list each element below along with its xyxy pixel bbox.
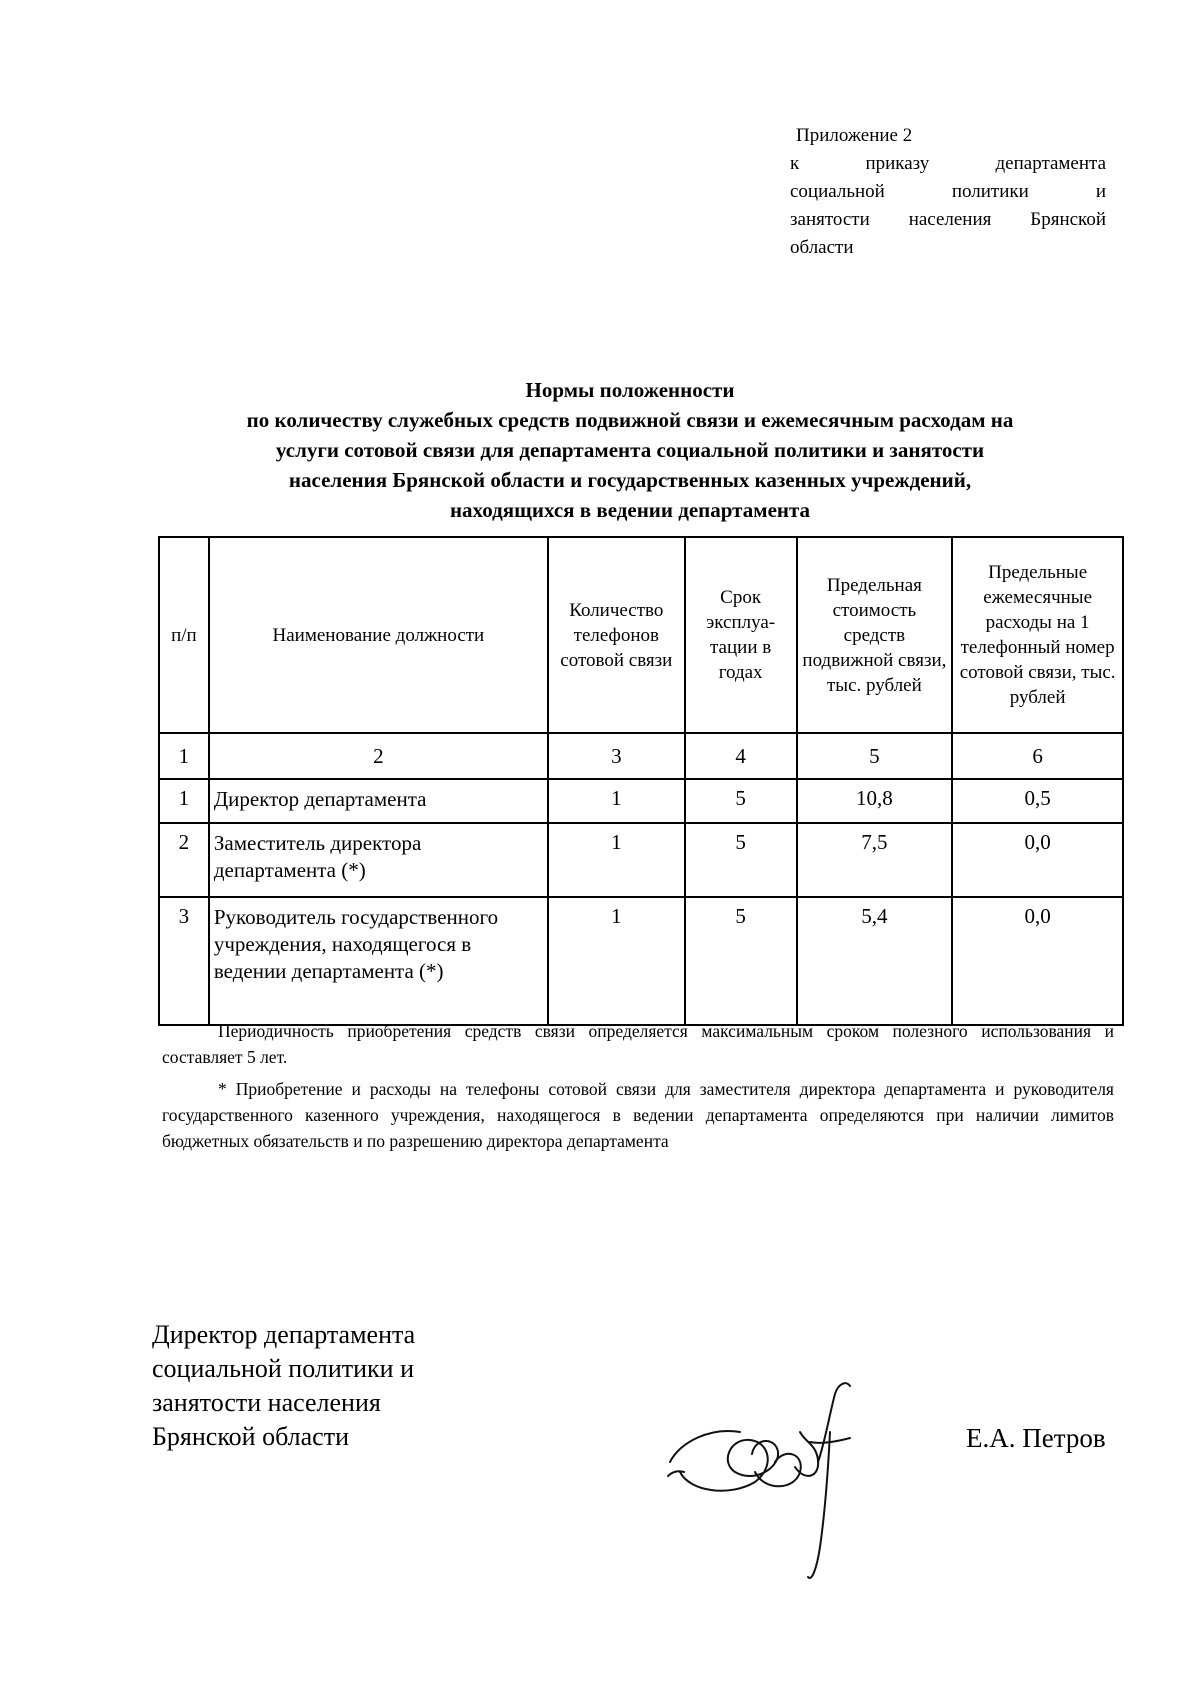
row-phones: 1 [548, 897, 685, 1025]
table-header-row [159, 537, 1123, 733]
title-line-1: Нормы положенности [525, 378, 735, 402]
row-phones: 1 [548, 779, 685, 823]
title-line-2: по количеству служебных средств подвижной связи и ежемесячным расходам на [246, 408, 1014, 432]
signatory-role [152, 1318, 415, 1454]
column-number-row [159, 733, 1123, 779]
row-cost: 7,5 [797, 823, 953, 897]
header-cost: Предельная стоимость средств подвижной связи, тыс. рублей [797, 537, 953, 733]
row-position: Директор департамента [209, 779, 548, 823]
header-position: Наименование должности [209, 537, 548, 733]
row-number: 3 [159, 897, 209, 1025]
appendix-line-5: области [790, 237, 854, 258]
title-line-4: населения Брянской области и государственных казенных учреждений, [288, 468, 972, 492]
role-line-3: занятости населения [152, 1388, 381, 1417]
column-number: 6 [952, 733, 1123, 779]
notes [162, 1018, 1114, 1160]
row-cost: 10,8 [797, 779, 953, 823]
note-periodicity: Периодичность приобретения средств связи определяется максимальным сроком полезного использования и составляет 5 лет. [162, 1021, 1114, 1067]
row-position: Руководитель государственного учреждения, находящегося в ведении департамента (*) [209, 897, 548, 1025]
appendix-line-2: к приказу департамента [790, 153, 1106, 174]
table-row [159, 897, 1123, 1025]
row-position: Заместитель директора департамента (*) [209, 823, 548, 897]
table-row [159, 779, 1123, 823]
norms-table [158, 536, 1124, 1026]
row-number: 1 [159, 779, 209, 823]
role-line-4: Брянской области [152, 1422, 349, 1451]
title-line-3: услуги сотовой связи для департамента социальной политики и занятости [275, 438, 985, 462]
signatory-name: Е.А. Петров [966, 1423, 1106, 1453]
title-line-5: находящихся в ведении департамента [449, 498, 811, 522]
appendix-line-3: социальной политики и [790, 181, 1106, 202]
column-number: 5 [797, 733, 953, 779]
header-phones: Количество телефонов сотовой связи [548, 537, 685, 733]
appendix-line-4: занятости населения Брянской [790, 209, 1106, 230]
column-number: 4 [685, 733, 797, 779]
appendix-header [790, 122, 1106, 262]
row-monthly: 0,0 [952, 897, 1123, 1025]
row-monthly: 0,0 [952, 823, 1123, 897]
role-line-1: Директор департамента [152, 1320, 416, 1349]
handwritten-signature [660, 1372, 880, 1592]
note-footnote: * Приобретение и расходы на телефоны сотовой связи для заместителя директора департамента и руководителя государственного казенного учреждения, находящегося в ведении департамента определяются при наличии лимитов бюджетных обязательств и по разрешению директора департамента [162, 1079, 1114, 1151]
row-monthly: 0,5 [952, 779, 1123, 823]
row-number: 2 [159, 823, 209, 897]
row-term: 5 [685, 897, 797, 1025]
column-number: 3 [548, 733, 685, 779]
column-number: 1 [159, 733, 209, 779]
header-term: Срок эксплуа-тации в годах [685, 537, 797, 733]
row-phones: 1 [548, 823, 685, 897]
row-term: 5 [685, 779, 797, 823]
row-cost: 5,4 [797, 897, 953, 1025]
role-line-2: социальной политики и [152, 1354, 414, 1383]
header-number: п/п [159, 537, 209, 733]
table-row [159, 823, 1123, 897]
header-monthly: Предельные ежемесячные расходы на 1 телефонный номер сотовой связи, тыс. рублей [952, 537, 1123, 733]
document-title [120, 375, 1140, 525]
appendix-line-1: Приложение 2 [796, 125, 913, 146]
column-number: 2 [209, 733, 548, 779]
row-term: 5 [685, 823, 797, 897]
